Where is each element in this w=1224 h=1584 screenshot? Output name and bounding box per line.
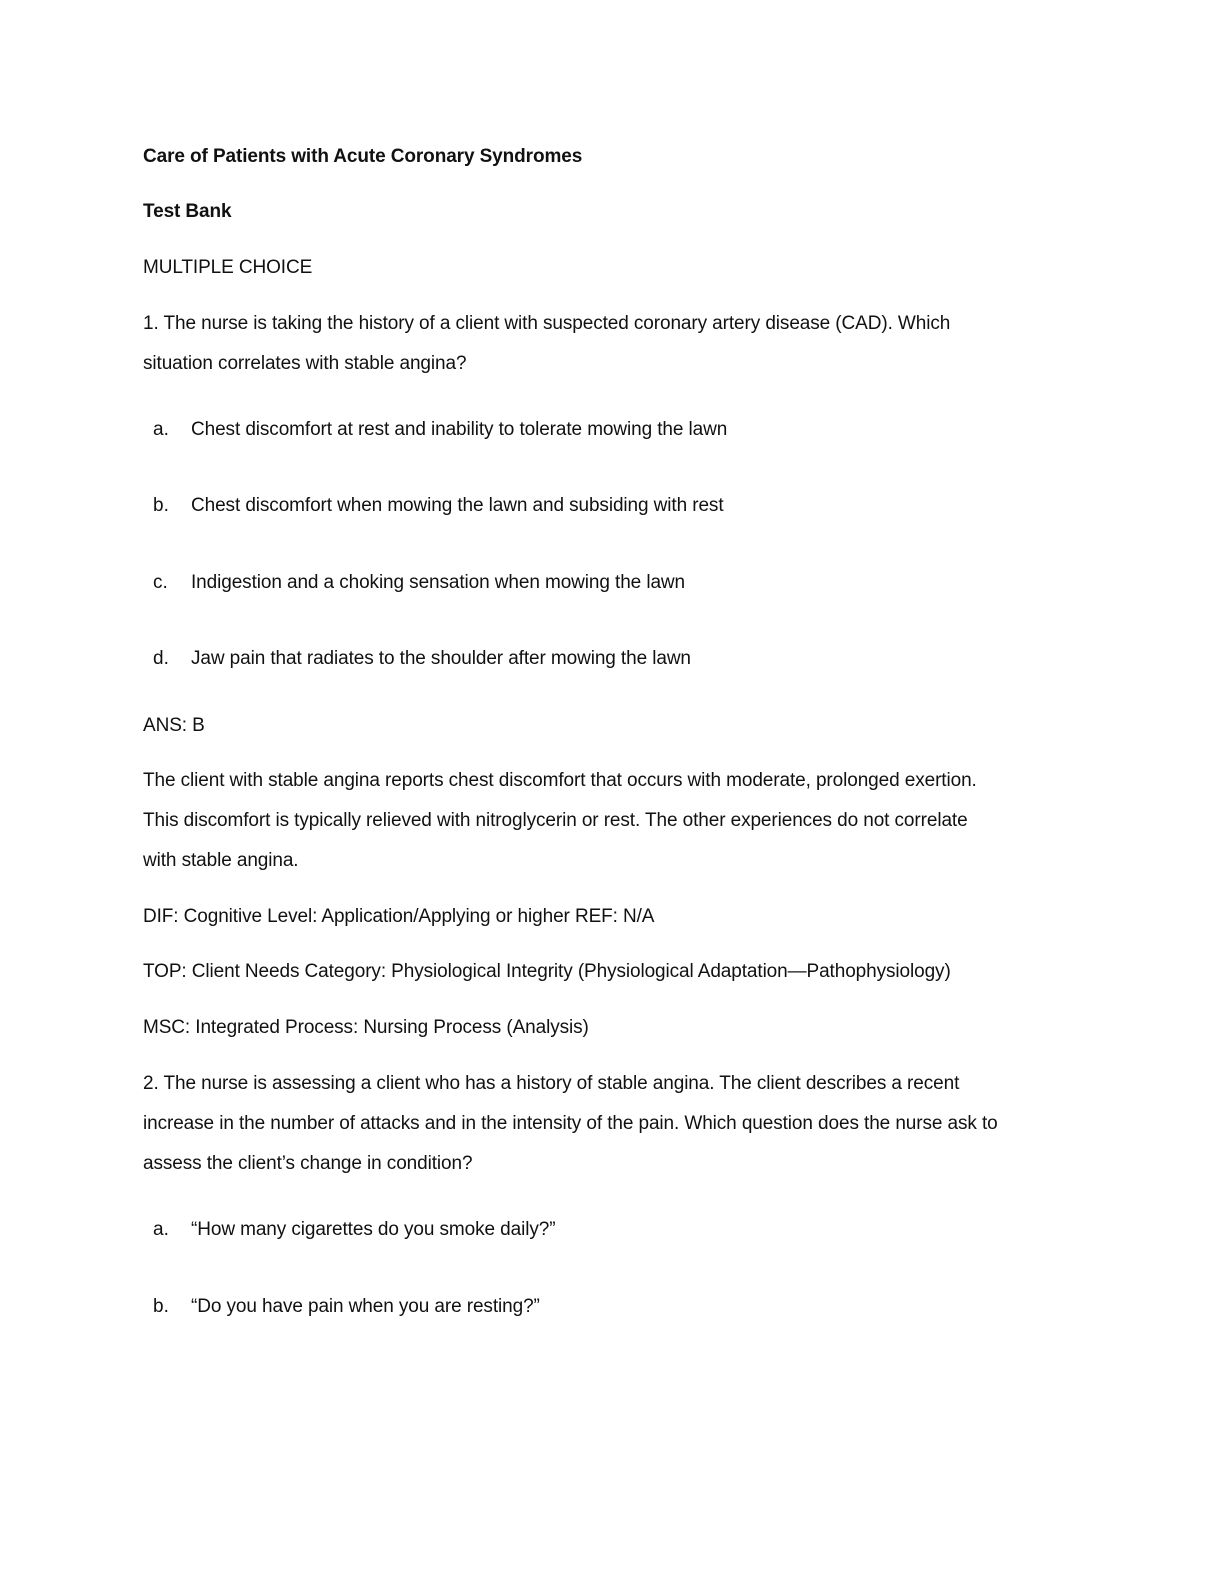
question-2-option-a-letter: a. [153,1219,169,1240]
question-1-stem-line-1: 1. The nurse is taking the history of a client with suspected coronary artery disease (CAD). Which [143,313,951,334]
question-2-stem-line-1: 2. The nurse is assessing a client who has a history of stable angina. The client describes a recent [143,1073,960,1094]
question-1-stem-line-2: situation correlates with stable angina? [143,353,467,374]
question-1-option-c-letter: c. [153,572,168,593]
question-1-option-b-letter: b. [153,495,169,516]
question-1-option-d-letter: d. [153,648,169,669]
question-2-stem-line-2: increase in the number of attacks and in the intensity of the pain. Which question does the nurse ask to [143,1113,998,1134]
question-2-option-b-text: “Do you have pain when you are resting?” [191,1296,540,1317]
question-1-dif: DIF: Cognitive Level: Application/Applying or higher REF: N/A [143,906,655,927]
question-1-option-b-text: Chest discomfort when mowing the lawn and subsiding with rest [191,495,724,516]
question-1-rationale-line-1: The client with stable angina reports chest discomfort that occurs with moderate, prolonged exertion. [143,770,977,791]
question-1-option-d-text: Jaw pain that radiates to the shoulder after mowing the lawn [191,648,691,669]
question-1-option-a-letter: a. [153,419,169,440]
question-1-option-c-text: Indigestion and a choking sensation when mowing the lawn [191,572,686,593]
section-heading: MULTIPLE CHOICE [143,257,313,278]
question-1-rationale-line-2: This discomfort is typically relieved with nitroglycerin or rest. The other experiences do not correlate [143,810,968,831]
question-1-answer: ANS: B [143,715,205,736]
question-2-option-a-text: “How many cigarettes do you smoke daily?” [191,1219,556,1240]
question-1-rationale-line-3: with stable angina. [143,850,299,871]
question-2-stem-line-3: assess the client’s change in condition? [143,1153,473,1174]
question-1-top: TOP: Client Needs Category: Physiological Integrity (Physiological Adaptation—Pathophysiology) [143,961,951,982]
question-1-option-a-text: Chest discomfort at rest and inability to tolerate mowing the lawn [191,419,728,440]
document-subtitle: Test Bank [143,201,232,222]
question-2-option-b-letter: b. [153,1296,169,1317]
question-1-msc: MSC: Integrated Process: Nursing Process (Analysis) [143,1017,589,1038]
document-title: Care of Patients with Acute Coronary Syndromes [143,146,583,167]
